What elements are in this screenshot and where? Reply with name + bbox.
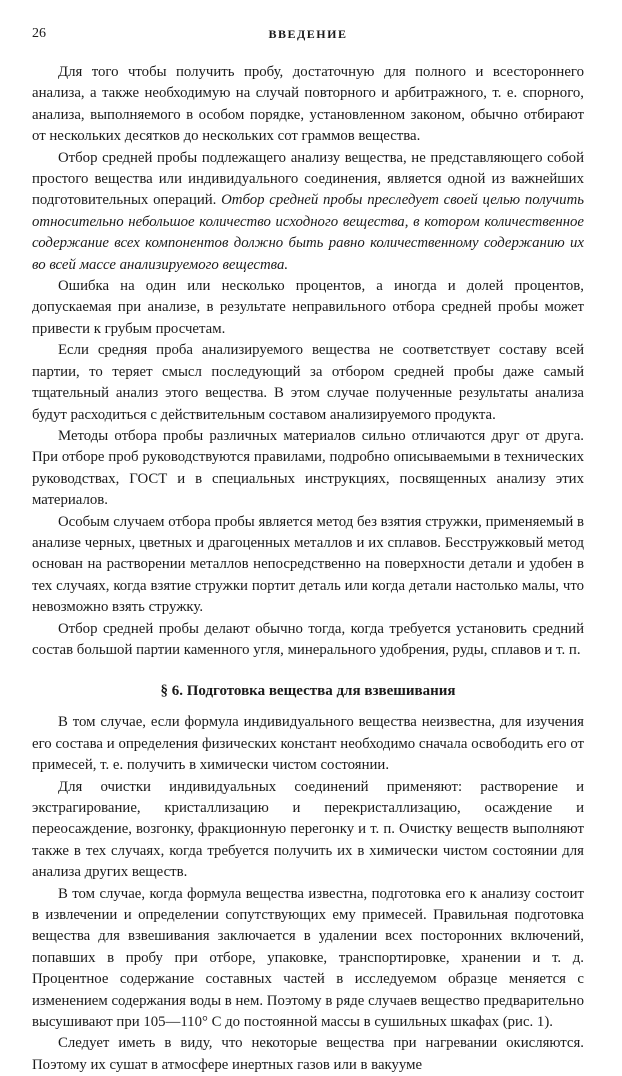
paragraph-unknown-formula: В том случае, если формула индивидуального вещества неизвестна, для изучения его состава и определения физических констант необходимо сначала освободить его от примесей, т. е. получить в химически чистом состоянии. xyxy=(32,714,584,774)
paragraph-chipless-method: Особым случаем отбора пробы является метод без взятия стружки, применяемый в анализе черных, цветных и драгоценных металлов и их сплавов. Бесстружковый метод основан на растворении металлов непосредственно на поверхности детали и удобен в тех случаях, когда взятие стружки портит деталь или когда детали настолько малы, что невозможно взять стружку. xyxy=(32,513,584,616)
body-text-before-section xyxy=(32,62,584,661)
paragraph-error: Ошибка на один или несколько процентов, а иногда и долей процентов, допускаемая при анализе, в результате неправильного отбора средней пробы может привести к грубым просчетам. xyxy=(32,278,584,337)
paragraph-average-sample-italic: Отбор средней пробы преследует своей целью получить относительно небольшое количество исходного вещества, в котором количественное содержание всех компонентов должно быть равно количественному содержанию их во всей массе анализируемого вещества. xyxy=(32,192,584,273)
page-number: 26 xyxy=(32,26,46,41)
paragraph-when-sampling: Отбор средней пробы делают обычно тогда, когда требуется установить средний состав большой партии каменного угля, минерального удобрения, руды, сплавов и т. п. xyxy=(32,620,584,658)
running-title: ВВЕДЕНИЕ xyxy=(268,27,348,41)
page-header xyxy=(32,26,584,48)
paragraph-purification: Для очистки индивидуальных соединений применяют: растворение и экстрагирование, кристаллизацию и перекристаллизацию, осаждение и переосаждение, возгонку, фракционную перегонку и т. п. Очистку веществ выполняют также в тех случаях, когда требуется получить их в химически чистом состоянии для анализа других веществ. xyxy=(32,778,584,881)
paragraph-average-sample xyxy=(32,148,584,276)
paragraph-oxidation: Следует иметь в виду, что некоторые вещества при нагревании окисляются. Поэтому их сушат в атмосфере инертных газов или в вакууме xyxy=(32,1035,584,1073)
paragraph-sample-amount: Для того чтобы получить пробу, достаточную для полного и всестороннего анализа, а также необходимую на случай повторного и арбитражного, т. е. спорного, анализа, выполняемого в особом порядке, установленном законом, обычно отбирают от нескольких десятков до нескольких сот граммов вещества. xyxy=(32,64,584,145)
body-text-after-section xyxy=(32,712,584,1076)
paragraph-methods: Методы отбора пробы различных материалов сильно отличаются друг от друга. При отборе проб руководствуются правилами, подробно описываемыми в технических руководствах, ГОСТ и в специальных инструкциях, посвященных анализу этих материалов. xyxy=(32,427,584,509)
paragraph-average-sample-text: Отбор средней пробы подлежащего анализу вещества, не представляющего собой простого вещества или индивидуального соединения, является одной из важнейших подготовительных операций. xyxy=(32,149,584,209)
section-heading: § 6. Подготовка вещества для взвешивания xyxy=(160,683,456,700)
paragraph-mismatch: Если средняя проба анализируемого вещества не соответствует составу всей партии, то теряет смысл последующий за отбором средней пробы даже самый тщательный анализ этого вещества. В этом случае полученные результаты анализа будут расходиться с действительным составом анализируемого продукта. xyxy=(32,342,584,423)
paragraph-known-formula: В том случае, когда формула вещества известна, подготовка его к анализу состоит в извлечении и определении сопутствующих ему примесей. Правильная подготовка вещества для взвешивания заключается в удалении всех посторонних включений, попавших в пробу при отборе, упаковке, транспортировке, хранении и т. д. Процентное содержание составных частей в исследуемом образце меняется с изменением содержания воды в нем. Поэтому в ряде случаев вещество предварительно высушивают при 105—110° С до постоянной массы в сушильных шкафах (рис. 1). xyxy=(32,885,584,1031)
